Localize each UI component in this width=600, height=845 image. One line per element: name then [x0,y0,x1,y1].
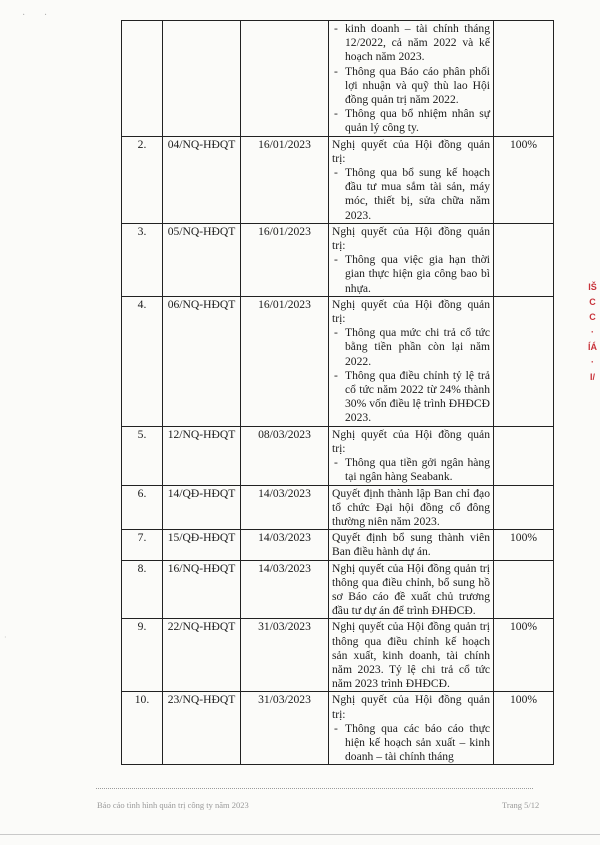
resolution-date [241,21,329,137]
resolution-item: - Thông qua việc gia hạn thời gian thực hiện gia công bao bì nhựa. [332,253,490,296]
approval-rate [494,560,554,619]
resolution-date: 16/01/2023 [241,223,329,296]
table-row [122,619,554,692]
approval-rate: 100% [494,619,554,692]
resolution-code: 23/NQ-HĐQT [163,692,241,765]
resolution-date: 31/03/2023 [241,692,329,765]
resolution-item: - Thông qua điều chỉnh tỷ lệ trả cổ tức năm 2022 từ 24% thành 30% vốn điều lệ trình ĐHĐCĐ 2023. [332,369,490,426]
resolutions-table [121,20,554,765]
resolution-item: - kinh doanh – tài chính tháng 12/2022, cả năm 2022 và kế hoạch năm 2023. [332,22,490,65]
row-number: 5. [122,426,163,485]
table-row [122,485,554,530]
scan-mark: · [4,633,7,642]
resolution-date: 14/03/2023 [241,485,329,530]
approval-rate [494,223,554,296]
row-number [122,21,163,137]
resolution-code: 15/QĐ-HĐQT [163,530,241,560]
table-row [122,136,554,223]
footer-page-number: Trang 5/12 [502,800,540,810]
table-row [122,530,554,560]
resolution-content [329,223,494,296]
row-number: 6. [122,485,163,530]
row-number: 9. [122,619,163,692]
row-number: 8. [122,560,163,619]
resolution-content [329,426,494,485]
row-number: 7. [122,530,163,560]
approval-rate [494,426,554,485]
resolution-item: - Thông qua các báo cáo thực hiện kế hoạch sản xuất – kinh doanh – tài chính tháng [332,722,490,765]
resolution-item: - Thông qua Báo cáo phân phối lợi nhuận và quỹ thù lao Hội đồng quản trị năm 2022. [332,65,490,108]
row-number: 4. [122,296,163,426]
resolution-items [332,22,490,136]
page-bottom-edge [0,834,600,835]
resolutions-table-body [122,21,554,765]
resolution-date: 16/01/2023 [241,296,329,426]
resolution-content [329,296,494,426]
resolution-content [329,619,494,692]
footer-divider [96,788,533,789]
table-row [122,692,554,765]
resolution-intro: Nghị quyết của Hội đồng quản trị: [332,427,490,455]
row-number: 3. [122,223,163,296]
row-number: 2. [122,136,163,223]
resolution-intro: Nghị quyết của Hội đồng quản trị: [332,224,490,253]
resolution-content [329,136,494,223]
resolution-content [329,560,494,619]
resolution-content [329,485,494,530]
resolution-content [329,530,494,560]
resolution-date: 14/03/2023 [241,530,329,560]
resolution-content [329,21,494,137]
table-row [122,223,554,296]
resolution-code: 06/NQ-HĐQT [163,296,241,426]
resolution-intro: Quyết định bổ sung thành viên Ban điều hành dự án. [332,531,490,559]
resolution-items [332,326,490,425]
approval-rate [494,485,554,530]
resolution-intro: Nghị quyết của Hội đồng quản trị: [332,137,490,165]
resolution-code: 14/QĐ-HĐQT [163,485,241,530]
row-number: 10. [122,692,163,765]
resolution-date: 08/03/2023 [241,426,329,485]
scan-marks: · · [22,10,56,21]
approval-rate [494,21,554,137]
resolution-code: 04/NQ-HĐQT [163,136,241,223]
resolution-code: 12/NQ-HĐQT [163,426,241,485]
resolution-intro: Quyết định thành lập Ban chỉ đạo tổ chức Đại hội đồng cổ đông thường niên năm 2023. [332,486,490,528]
resolution-items [332,253,490,296]
resolution-item: - Thông qua tiền gởi ngân hàng tại ngân hàng Seabank. [332,456,490,484]
table-row [122,296,554,426]
resolution-intro: Nghị quyết của Hội đồng quản trị thông qua điều chỉnh, bổ sung hồ sơ Báo cáo đề xuất chủ trương đầu tư dự án để trình ĐHĐCĐ. [332,561,490,618]
resolution-items [332,456,490,484]
resolution-code: 16/NQ-HĐQT [163,560,241,619]
resolution-item: - Thông qua bổ nhiệm nhân sự quản lý công ty. [332,107,490,135]
resolution-date: 31/03/2023 [241,619,329,692]
resolution-item: - Thông qua bổ sung kế hoạch đầu tư mua sắm tài sản, máy móc, thiết bị, sửa chữa năm 2023. [332,166,490,223]
resolution-code [163,21,241,137]
approval-rate [494,296,554,426]
resolution-intro: Nghị quyết của Hội đồng quản trị: [332,297,490,326]
company-seal-edge: ΙŠ C C · ÍÁ · Ι/ [588,282,597,382]
resolution-code: 22/NQ-HĐQT [163,619,241,692]
resolution-items [332,722,490,765]
resolution-item: - Thông qua mức chi trả cổ tức bằng tiền phần còn lại năm 2022. [332,326,490,369]
table-row [122,560,554,619]
resolution-code: 05/NQ-HĐQT [163,223,241,296]
resolution-content [329,692,494,765]
resolution-intro: Nghị quyết của Hội đồng quản trị: [332,693,490,721]
table-row [122,426,554,485]
resolution-intro: Nghị quyết của Hội đồng quản trị thông qua điều chỉnh kế hoạch sản xuất, kinh doanh, tài chính năm 2023. Tỷ lệ chi trả cổ tức năm 2023 trình ĐHĐCĐ. [332,620,490,691]
resolution-items [332,166,490,223]
resolution-date: 14/03/2023 [241,560,329,619]
resolution-date: 16/01/2023 [241,136,329,223]
footer-report-title: Báo cáo tình hình quản trị công ty năm 2023 [97,800,249,810]
approval-rate: 100% [494,136,554,223]
approval-rate: 100% [494,530,554,560]
table-row [122,21,554,137]
approval-rate: 100% [494,692,554,765]
